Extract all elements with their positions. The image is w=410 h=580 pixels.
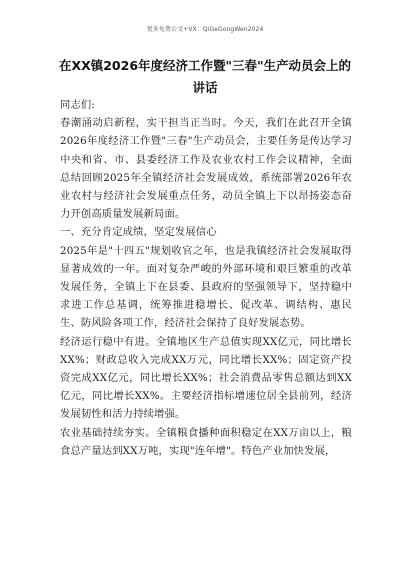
page-header: 更多免费公文+VX：QiGeGongWen2024 xyxy=(146,26,264,33)
section-heading: 一、充分肯定成绩，坚定发展信心 xyxy=(60,226,217,239)
document-title xyxy=(40,55,370,99)
title-line-2: 讲话 xyxy=(192,80,218,95)
document-body xyxy=(60,96,352,460)
paragraph-agriculture: 农业基础持续夯实。全镇粮食播种面积稳定在XX万亩以上，粮食总产量达到XX万吨，实现"连年增"。特色产业加快发展， xyxy=(60,426,352,457)
salutation: 同志们: xyxy=(60,99,95,111)
title-line-1: 在XX镇2026年度经济工作暨"三春"生产动员会上的 xyxy=(58,58,352,73)
paragraph-opening: 春潮涌动启新程，实干担当正当时。今天，我们在此召开全镇2026年度经济工作暨"三春"生产动员会，主要任务是传达学习中央和省、市、县委经济工作及农业农村工作会议精神，全面总结回顾2025年全镇经济社会发展成效，系统部署2026年农业农村与经济社会发展重点任务，动员全镇上下以昂扬姿态奋力开创高质量发展新局面。 xyxy=(60,117,352,221)
paragraph-economy: 经济运行稳中有进。全镇地区生产总值实现XX亿元，同比增长XX%；财政总收入完成XX万元，同比增长XX%；固定资产投资完成XX亿元，同比增长XX%；社会消费品零售总额达到XX亿元，同比增长XX%。主要经济指标增速位居全县前列，经济发展韧性和活力持续增强。 xyxy=(60,335,352,421)
paragraph-review: 2025年是"十四五"规划收官之年，也是我镇经济社会发展取得显著成效的一年。面对复杂严峻的外部环境和艰巨繁重的改革发展任务，全镇上下在县委、县政府的坚强领导下，坚持稳中求进工作总基调，统筹推进稳增长、促改革、调结构、惠民生、防风险各项工作，经济社会保持了良好发展态势。 xyxy=(60,244,352,330)
